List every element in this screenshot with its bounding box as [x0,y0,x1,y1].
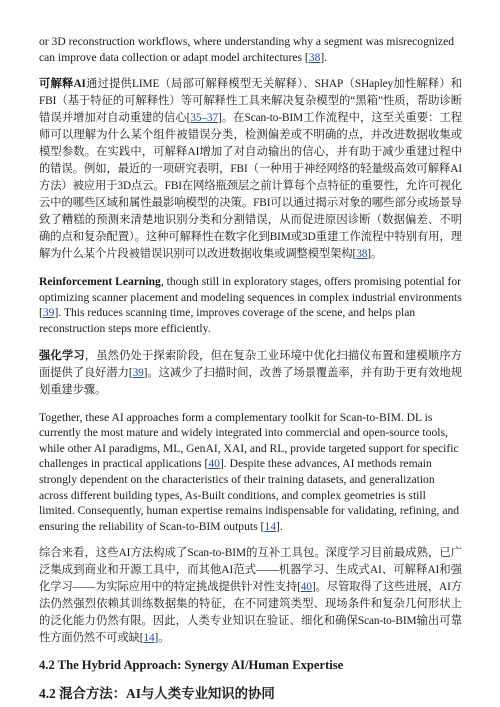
citation-link[interactable]: 38 [308,50,321,64]
citation-link[interactable]: 40 [208,457,220,471]
section-heading-zh: 4.2 混合方法：AI与人类专业知识的协同 [39,686,275,702]
paragraph-toolkit-zh: 综合来看，这些AI方法构成了Scan-to-BIM的互补工具包。深度学习目前最成熟，已广泛集成到商业和开源工具中，而其他AI范式——机器学习、生成式AI、可解释AI和强化学习——为实际应用中的特定挑战提供针对性支持[40]。尽管取得了这些进展，AI方法仍然强烈依赖其训练数据集的特征，在不同建筑类型、现场条件和复杂几何形状上的泛化能力仍然有限。因此，人类专业知识在验证、细化和确保Scan-to-BIM输出可靠性方面仍然不可或缺[14]。 [39,547,463,645]
citation-link[interactable]: 39 [132,366,144,379]
paragraph-segment-misrecognition: or 3D reconstruction workflows, where understanding why a segment was misrecognized can improve data collection or adapt model architectures [38]. [39,35,455,64]
paragraph-reinforcement-learning: Reinforcement Learning, though still in exploratory stages, offers promising potential for optimizing scanner placement and modeling sequences in complex industrial environments [39]. This reduces scanning time, improves coverage of the scene, and helps plan reconstruction steps more efficiently. [39,275,462,335]
term-xai: 可解释AI [39,78,86,91]
term-rl-zh: 强化学习 [39,349,85,362]
citation-link[interactable]: 39 [42,306,55,320]
section-heading-en: 4.2 The Hybrid Approach: Synergy AI/Human Expertise [39,658,344,673]
citation-link[interactable]: 38 [356,248,368,261]
paragraph-toolkit: Together, these AI approaches form a complementary toolkit for Scan-to-BIM. DL is currently the most mature and widely integrated into commercial and open-source tools, while other AI paradigms, ML, GenAI, XAI, and RL, provide targeted support for specific challenges in practical applications [40]. Despite these advances, AI methods remain strongly dependent on the characteristics of their training datasets, and generalization across different building types, As-Built conditions, and complex geometries is still limited. Consequently, human expertise remains indispensable for validating, refining, and ensuring the reliability of Scan-to-BIM outputs [14]. [39,410,460,533]
paragraph-xai-zh: 可解释AI通过提供LIME（局部可解释模型无关解释）、SHAP（SHapley加性解释）和FBI（基于特征的可解释性）等可解释性工具来解决复杂模型的“黑箱”性质，帮助诊断错误并增加对自动重建的信心[35–37]。在Scan-to-BIM工作流程中，这至关重要：工程师可以理解为什么某个组件被错误分类，检测偏差或不明确的点，并改进数据收集或模型参数。在实践中，可解释AI增加了对自动输出的信心，并有助于减少重建过程中的错误。例如，最近的一项研究表明，FBI（一种用于神经网络的轻量级高效可解释AI方法）被应用于3D点云。FBI在网络瓶颈层之前计算每个点特征的重要性，允许可视化云中的哪些区域和属性最影响模型的决策。FBI可以通过揭示对象的哪些部分或场景导致了糟糕的预测来清楚地识别分类和分割错误，从而促进原因诊断（数据偏差、不明确的点和复杂配置）。这种可解释性在数字化到BIM或3D重建工作流程中特别有用，理解为什么某个片段被错误识别可以改进数据收集或调整模型架构[38]。 [39,78,462,261]
citation-link[interactable]: 40 [300,581,312,594]
citation-link[interactable]: 14 [264,519,276,533]
term-reinforcement-learning: Reinforcement Learning [39,275,161,289]
paragraph-rl-zh: 强化学习，虽然仍处于探索阶段，但在复杂工业环境中优化扫描仪布置和建模顺序方面提供了良好潜力[39]。这减少了扫描时间，改善了场景覆盖率，并有助于更有效地规划重建步骤。 [39,349,462,396]
citation-link[interactable]: 35–37 [190,112,219,125]
citation-link[interactable]: 14 [143,632,155,645]
